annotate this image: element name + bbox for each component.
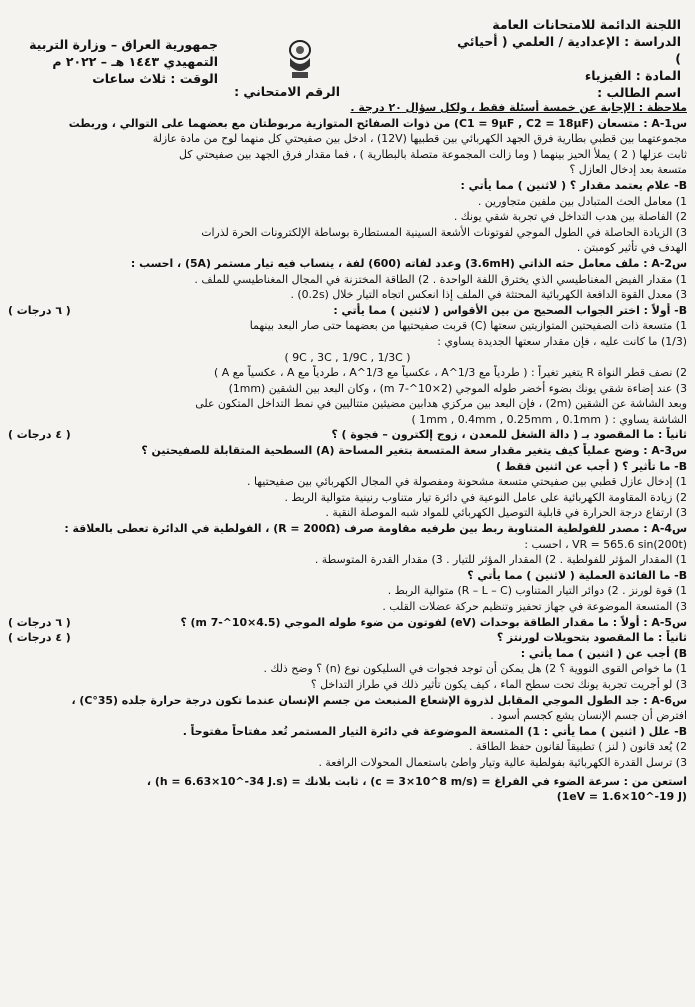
study-label: الدراسة : الإعدادية / العلمي ( أحيائي ) <box>457 34 681 66</box>
q2-b-item3-cont: وبعد الشاشة عن الشقين (2m) ، فإن البعد بين مركزي هدابين مضيئين متتاليين في نمط التداخل المتكون على <box>195 397 687 411</box>
q3-b-item3: 3) ارتفاع درجة الحرارة في قابلية التوصيل الكهربائي للمواد شبه الموصلة النقية . <box>325 506 687 520</box>
q2-b-item1-cont: (1/3) ما كانت عليه ، فإن مقدار سعتها الجديدة يساوي : <box>437 334 687 348</box>
q3-b-item1: 1) إدخال عازل قطبي بين صفيحتي متسعة مشحونة ومفصولة في المجال الكهربائي بين صفيحتيها . <box>247 475 687 489</box>
q6-b-item2: 2) يُعد قانون ( لنز ) تطبيقاً لقانون حفظ الطاقة . <box>469 740 687 754</box>
q2-b-item3-options: الشاشة يساوي : ( 1mm , 0.4mm , 0.25mm , 0.1mm ) <box>411 412 687 426</box>
exam-note: ملاحظة : الإجابة عن خمسة أسئلة فقط ، ولكل سؤال ٢٠ درجة . <box>350 101 687 114</box>
q1-b-item1: 1) معامل الحث المتبادل بين ملفين متجاورين . <box>477 194 687 208</box>
q6-a-line1: س6-A : جد الطول الموجي المقابل لذروة الإشعاع المنبعث من جسم الإنسان عندما تكون درجة حرارة جلده (35°C) ، <box>71 693 687 707</box>
q1-a-line2: مجموعتهما بين قطبي بطارية فرق الجهد الكهربائي بين قطبيها (12V) ، ادخل بين صفيحتي كل منهما لوح من مادة عازلة <box>152 132 687 146</box>
q1-b-item2: 2) الفاصلة بين هدب التداخل في تجربة شقي يونك . <box>453 210 687 224</box>
constants-line1: استعن من : سرعة الضوء في الفراغ = (c = 3×10^8 m/s) ، ثابت بلانك = (h = 6.63×10^-34 J.s) ، <box>146 774 687 788</box>
q2-b-item3: 3) عند إضاءة شقي يونك بضوء أخضر طوله الموجي (2×10^-7 m) ، وكان البعد بين الشقين (1mm) <box>228 381 687 395</box>
q5-a-second <box>8 630 687 646</box>
iraq-emblem-icon <box>283 36 317 84</box>
q2-a-line1: س2-A : ملف معامل حثه الذاتي (3.6mH) وعدد لفاته (600) لفة ، ينساب فيه تيار مستمر (5A) ، احسب : <box>130 256 687 270</box>
q2-b-second-marks: ( ٤ درجات ) <box>8 428 71 442</box>
q2-b-second <box>8 427 687 443</box>
q6-a-line2: افترض أن جسم الإنسان يشع كجسم أسود . <box>490 709 687 723</box>
q1-a-line3: ثابت عزلها ( 2 ) يملأ الحيز بينهما ( وما زالت المجموعة متصلة بالبطارية ) ، فما مقدار فرق الجهد بين صفيحتي كل <box>179 147 687 161</box>
q3-b-item2: 2) زيادة المقاومة الكهربائية على عامل النوعية في دائرة تيار متناوب رنينية متوالية الربط . <box>284 490 687 504</box>
q5-b-heading: B) أجب عن ( اثنين ) مما يأتي : <box>520 646 687 660</box>
q4-b-items: 1) قوة لورنز . 2) دوائر التيار المتناوب (R – L – C) متوالية الربط . <box>387 584 687 598</box>
q6-b-item3: 3) ترسل القدرة الكهربائية بفولطية عالية وتيار واطئ باستعمال المحولات الرافعة . <box>318 755 687 769</box>
q2-a-item3: 3) معدل القوة الدافعة الكهربائية المحتثة في الملف إذا انعكس اتجاه التيار خلال (0.2s) . <box>290 288 687 302</box>
q2-b-second-text: ثانياً : ما المقصود بـ ( دالة الشغل للمعدن ، زوج إلكترون – فجوة ) ؟ <box>331 428 687 442</box>
q4-a-equation: VR = 565.6 sin(200t) ، احسب : <box>524 537 687 551</box>
q5-b-items: 1) ما خواص القوى النووية ؟ 2) هل يمكن أن توجد فجوات في السليكون نوع (n) ؟ وضح ذلك . <box>263 662 687 676</box>
q5-a-second-marks: ( ٤ درجات ) <box>8 631 71 645</box>
committee-title: اللجنة الدائمة للامتحانات العامة <box>492 17 681 32</box>
q4-b-item3: 3) المتسعة الموضوعة في جهاز تحفيز وتنظيم حركة عضلات القلب . <box>382 600 687 613</box>
q4-b-heading: B- ما الفائدة العملية ( لاثنين ) مما يأتي ؟ <box>467 568 687 582</box>
q5-b-item3: 3) لو أجريت تجربة يونك تحت سطح الماء ، كيف يكون تأثير ذلك في طراز التداخل ؟ <box>310 677 687 691</box>
q1-b-item3: 3) الزيادة الحاصلة في الطول الموجي لفوتونات الأشعة السينية المستطارة بوساطة الإلكترونات الحرة لذرات <box>201 225 687 239</box>
q2-b-item1-options: ( 9C , 3C , 1/9C , 1/3C ) <box>284 350 411 364</box>
q2-b-marks: ( ٦ درجات ) <box>8 303 71 317</box>
q5-a-second-text: ثانياً : ما المقصود بتحويلات لورنتز ؟ <box>496 631 687 645</box>
exam-round-label: التمهيدي ١٤٤٣ هـ – ٢٠٢٢ م <box>52 54 218 69</box>
q2-b-heading <box>8 303 687 319</box>
exam-number-label: الرقم الامتحاني : <box>234 84 340 99</box>
q3-a-line1: س3-A : وضح عملياً كيف يتغير مقدار سعة المتسعة بتغير المساحة (A) السطحية المتقابلة للصفيحتين ؟ <box>141 444 687 458</box>
constants-line2: (1eV = 1.6×10^-19 J) <box>556 790 687 804</box>
header-right <box>451 16 681 101</box>
q1-a-line4: متسعة بعد إدخال العازل ؟ <box>569 163 687 177</box>
q1-b-heading: B- علام يعتمد مقدار ؟ ( لاثنين ) مما يأتي : <box>460 178 687 192</box>
student-name-label: اسم الطالب : <box>597 85 681 100</box>
q1-b-item3-cont: الهدف في تأثير كومبتن . <box>576 241 687 255</box>
q3-b-heading: B- ما تأثير ؟ ( أجب عن اثنين فقط ) <box>495 459 687 473</box>
q5-a-first-text: س5-A : أولاً : ما مقدار الطاقة بوحدات (eV) لفوتون من ضوء طوله الموجي (4.5×10^-7 m) ؟ <box>180 615 687 629</box>
q6-b-heading: B- علل ( اثنين ) مما يأتي : 1) المتسعة الموضوعة في دائرة التيار المستمر تُعد مفتاحاً مفتوحاً . <box>182 724 687 738</box>
exam-time-label: الوقت : ثلاث ساعات <box>92 71 218 86</box>
q2-b-heading-text: B- أولاً : اختر الجواب الصحيح من بين الأقواس ( لاثنين ) مما يأتي : <box>333 303 687 317</box>
q2-a-item1-2: 1) مقدار الفيض المغناطيسي الذي يخترق اللفة الواحدة . 2) الطاقة المختزنة في المجال المغناطيسي للملف . <box>194 272 687 286</box>
ministry-label: جمهورية العراق – وزارة التربية <box>29 37 218 52</box>
q5-a-marks: ( ٦ درجات ) <box>8 615 71 629</box>
q4-a-line1: س4-A : مصدر للفولطية المتناوبة ربط بين طرفيه مقاومة صرف (R = 200Ω) ، الفولطية في الدائرة تعطى بالعلاقة : <box>64 522 687 536</box>
q5-a-first <box>8 615 687 631</box>
questions-body <box>8 100 687 805</box>
q2-b-item2: 2) نصف قطر النواة R يتغير تغيراً : ( طردياً مع A^1/3 ، عكسياً مع A^1/3 ، طردياً مع A ، عكسياً مع A ) <box>213 366 687 380</box>
q2-b-item1: 1) متسعة ذات الصفيحتين المتوازيتين سعتها (C) قربت صفيحتيها من بعضهما حتى صار البعد بينهما <box>249 319 687 333</box>
subject-label: المادة : الفيزياء <box>584 68 681 83</box>
header-left <box>8 36 218 87</box>
q1-a-line1: س1-A : متسعان (C1 = 9μF , C2 = 18μF) من ذوات الصفائح المتوازية مربوطتان مع بعضهما على التوالي ، وربطت <box>68 116 687 130</box>
q4-a-items: 1) المقدار المؤثر للفولطية . 2) المقدار المؤثر للتيار . 3) مقدار القدرة المتوسطة . <box>314 553 687 567</box>
